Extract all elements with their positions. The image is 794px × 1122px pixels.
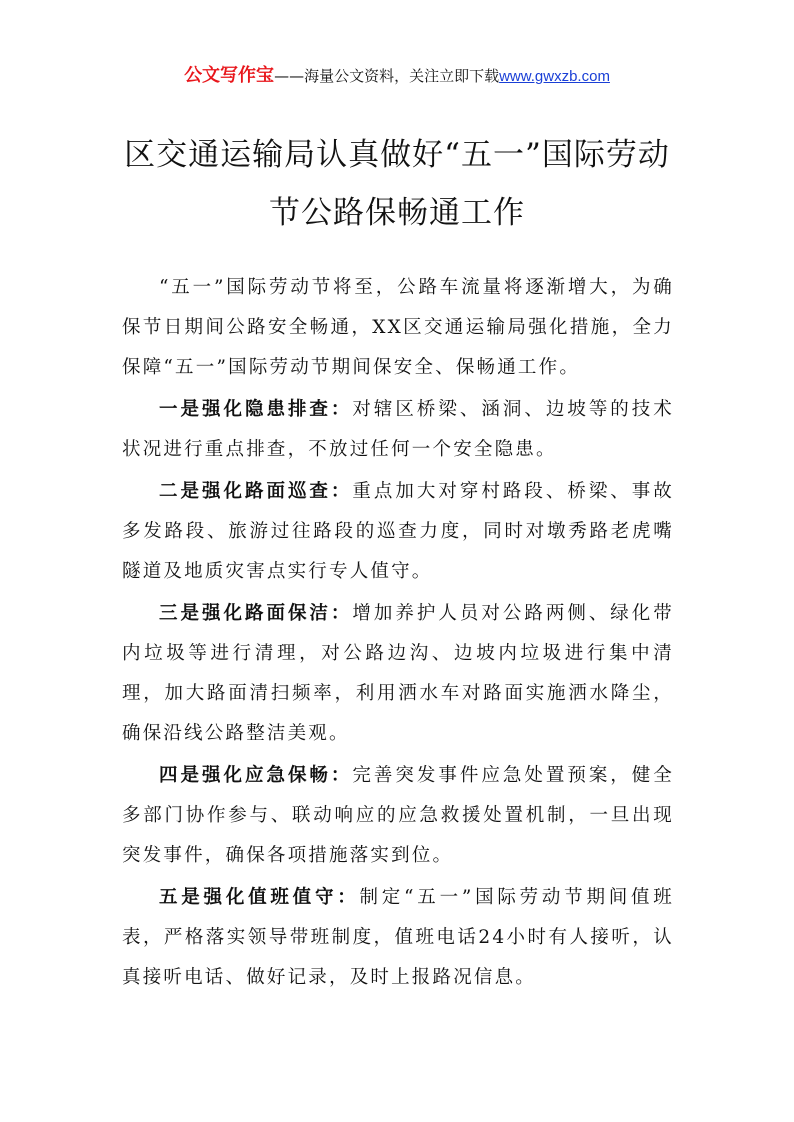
measure-paragraph-3 (122, 594, 674, 754)
website-link[interactable]: www.gwxzb.com (499, 68, 610, 85)
document-title (90, 126, 704, 242)
title-line-1: 区交通运输局认真做好“五一”国际劳动 (124, 137, 670, 173)
measure-paragraph-1 (122, 390, 674, 470)
brand-name: 公文写作宝 (184, 65, 275, 86)
measure-text: 增加养护人员对公路两侧、绿化带内垃圾等进行清理，对公路边沟、边坡内垃圾进行集中清理，加大路面清扫频率，利用洒水车对路面实施洒水降尘，确保沿线公路整洁美观。 (122, 603, 674, 744)
document-body (122, 268, 674, 1000)
measure-text: 对辖区桥梁、涵洞、边坡等的技术状况进行重点排查，不放过任何一个安全隐患。 (122, 399, 674, 460)
measure-text: 重点加大对穿村路段、桥梁、事故多发路段、旅游过往路段的巡查力度，同时对墩秀路老虎嘴隧道及地质灾害点实行专人值守。 (122, 481, 674, 582)
page-header (0, 64, 794, 89)
intro-paragraph: “五一”国际劳动节将至，公路车流量将逐渐增大，为确保节日期间公路安全畅通，XX区交通运输局强化措施，全力保障“五一”国际劳动节期间保安全、保畅通工作。 (122, 277, 674, 378)
measure-paragraph-4 (122, 756, 674, 876)
measure-text: 完善突发事件应急处置预案，健全多部门协作参与、联动响应的应急救援处置机制，一旦出现突发事件，确保各项措施落实到位。 (122, 765, 674, 866)
measure-heading: 四是强化应急保畅： (159, 765, 353, 786)
measure-heading: 五是强化值班值守： (159, 887, 360, 908)
measure-text: 制定“五一”国际劳动节期间值班表，严格落实领导带班制度，值班电话24小时有人接听，认真接听电话、做好记录，及时上报路况信息。 (122, 887, 674, 988)
measure-heading: 三是强化路面保洁： (159, 603, 353, 624)
measure-heading: 一是强化隐患排查： (159, 399, 353, 420)
measure-paragraph-2 (122, 472, 674, 592)
title-line-2: 节公路保畅通工作 (269, 195, 525, 231)
measure-paragraph-5 (122, 878, 674, 998)
header-slogan: ——海量公文资料，关注立即下载 (274, 67, 500, 85)
measure-heading: 二是强化路面巡查： (159, 481, 353, 502)
